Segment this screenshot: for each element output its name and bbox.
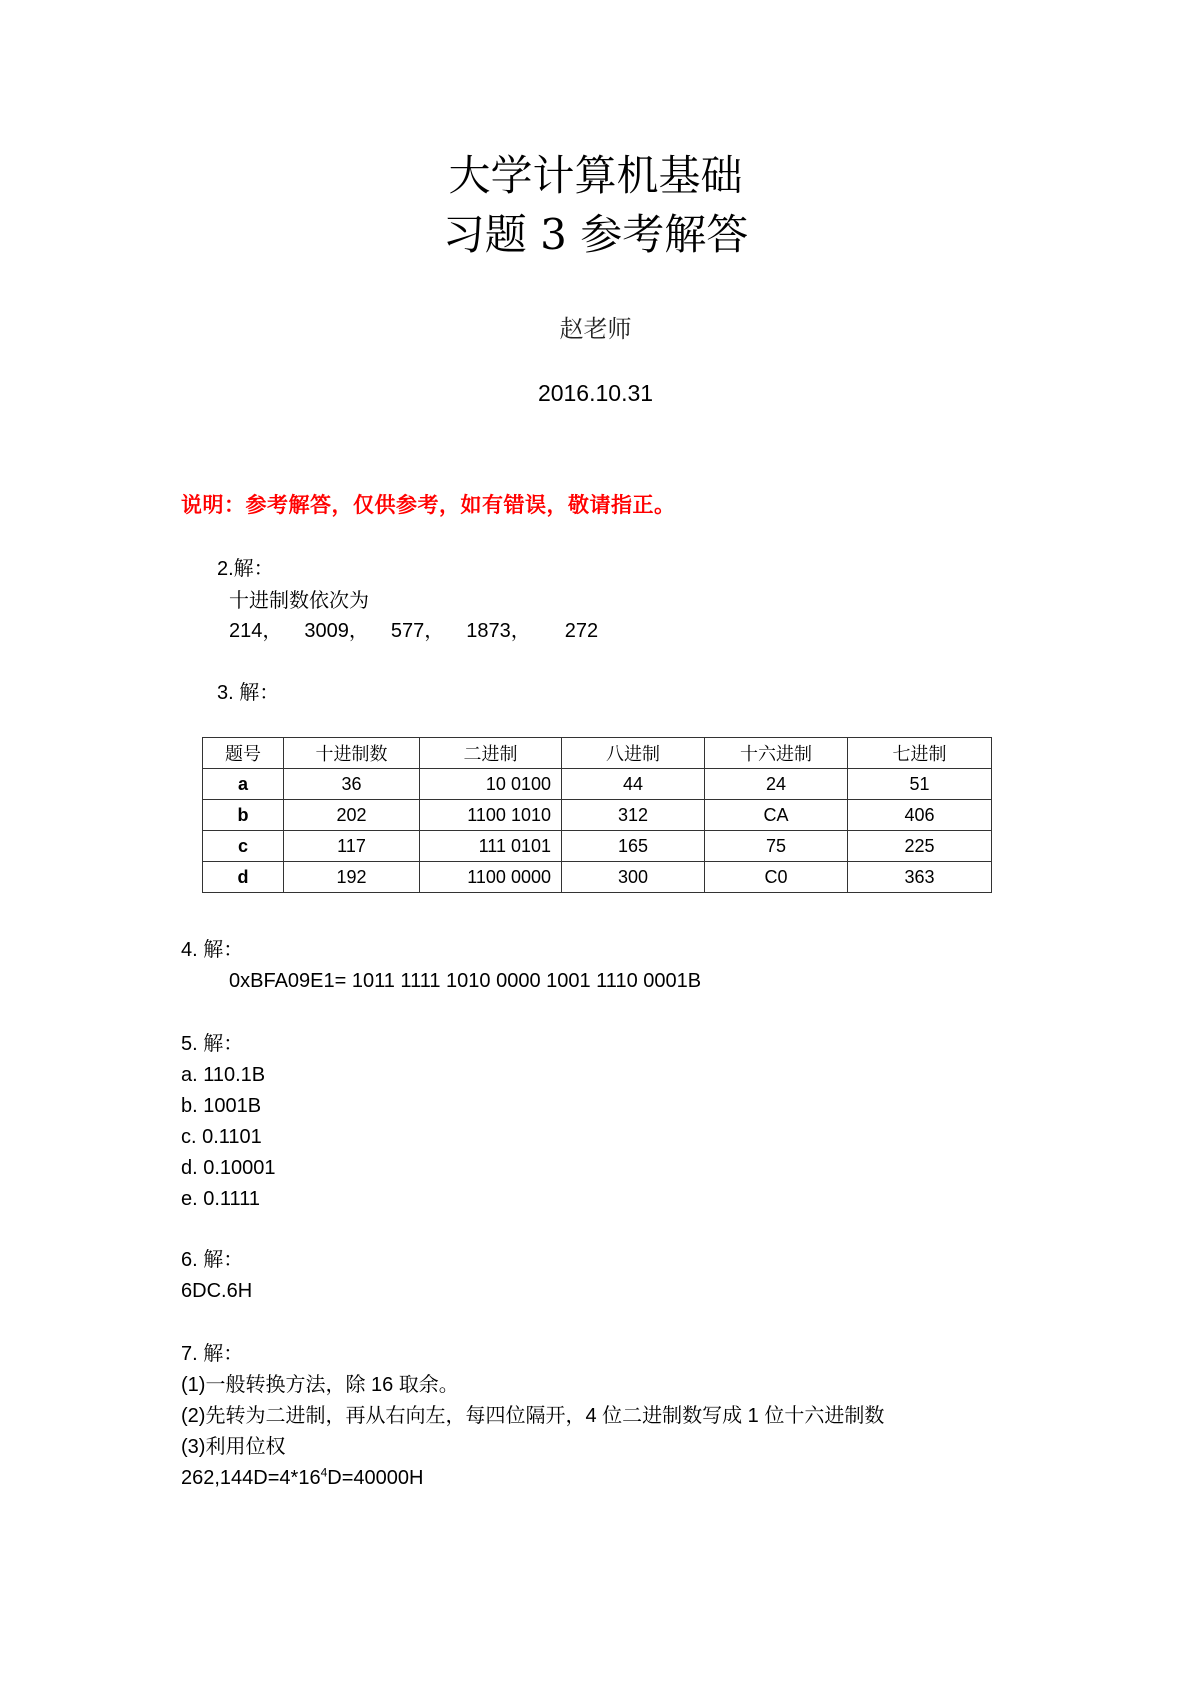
q7-formula-exponent: 4 [320, 1465, 328, 1480]
table-row [203, 769, 992, 800]
table-cell: 165 [562, 831, 705, 862]
column-header: 十进制数 [284, 738, 420, 769]
table-cell: 111 0101 [420, 831, 562, 862]
q5-answer: c. 0.1101 [181, 1126, 262, 1148]
q2-values [229, 616, 598, 647]
q2-value: 214， [229, 620, 283, 642]
table-cell: 1100 0000 [420, 862, 562, 893]
table-cell: 44 [562, 769, 705, 800]
q2-value: 272 [564, 620, 599, 642]
column-header: 七进制 [848, 738, 992, 769]
author: 赵老师 [559, 315, 632, 343]
column-header: 题号 [203, 738, 284, 769]
table-cell: 300 [562, 862, 705, 893]
q2-heading: 2.解： [217, 558, 274, 580]
column-header: 二进制 [420, 738, 562, 769]
q2-value: 1873， [466, 620, 531, 642]
q4-heading: 4. 解： [181, 939, 244, 961]
q7-line-1: (1)一般转换方法，除 16 取余。 [181, 1374, 459, 1396]
table-row [203, 862, 992, 893]
table-cell: 1100 1010 [420, 800, 562, 831]
table-cell: C0 [705, 862, 848, 893]
table-cell: 312 [562, 800, 705, 831]
date: 2016.10.31 [537, 380, 654, 406]
q5-answer: b. 1001B [181, 1095, 262, 1117]
table-cell: 24 [705, 769, 848, 800]
table-header-row [203, 738, 992, 769]
q5-heading: 5. 解： [181, 1033, 244, 1055]
q5-answer: e. 0.1111 [181, 1188, 260, 1210]
q7-formula [181, 1463, 423, 1494]
table-cell: c [203, 831, 284, 862]
table-cell: 202 [284, 800, 420, 831]
table-cell: d [203, 862, 284, 893]
q5-answer: a. 110.1B [181, 1064, 266, 1086]
table-cell: 75 [705, 831, 848, 862]
table-cell: a [203, 769, 284, 800]
table-cell: 36 [284, 769, 420, 800]
table-cell: 406 [848, 800, 992, 831]
table-cell: 363 [848, 862, 992, 893]
table-cell: 117 [284, 831, 420, 862]
table-cell: CA [705, 800, 848, 831]
column-header: 十六进制 [705, 738, 848, 769]
q7-formula-prefix: 262,144D=4*16 [181, 1467, 321, 1489]
q3-heading: 3. 解： [217, 682, 280, 704]
conversion-table [202, 737, 992, 893]
table-cell: 10 0100 [420, 769, 562, 800]
q6-heading: 6. 解： [181, 1249, 244, 1271]
q2-value: 577， [390, 620, 445, 642]
q7-heading: 7. 解： [181, 1343, 244, 1365]
table-row [203, 800, 992, 831]
notice: 说明：参考解答，仅供参考，如有错误，敬请指正。 [181, 493, 676, 517]
q7-formula-suffix: D=40000H [327, 1467, 424, 1489]
q7-line-3: (3)利用位权 [181, 1436, 286, 1458]
q6-answer: 6DC.6H [181, 1280, 253, 1302]
table-cell: 192 [284, 862, 420, 893]
table-cell: 225 [848, 831, 992, 862]
q4-answer: 0xBFA09E1= 1011 1111 1010 0000 1001 1110 0001B [229, 970, 702, 992]
q5-answer: d. 0.10001 [181, 1157, 276, 1179]
q7-line-2: (2)先转为二进制，再从右向左，每四位隔开，4 位二进制数写成 1 位十六进制数 [181, 1405, 885, 1427]
q2-value: 3009， [304, 620, 369, 642]
table-cell: 51 [848, 769, 992, 800]
column-header: 八进制 [562, 738, 705, 769]
q2-line-1: 十进制数依次为 [229, 588, 369, 612]
document-title-line-1: 大学计算机基础 [448, 151, 743, 200]
table-cell: b [203, 800, 284, 831]
document-title-line-2: 习题 3 参考解答 [442, 210, 749, 259]
table-row [203, 831, 992, 862]
